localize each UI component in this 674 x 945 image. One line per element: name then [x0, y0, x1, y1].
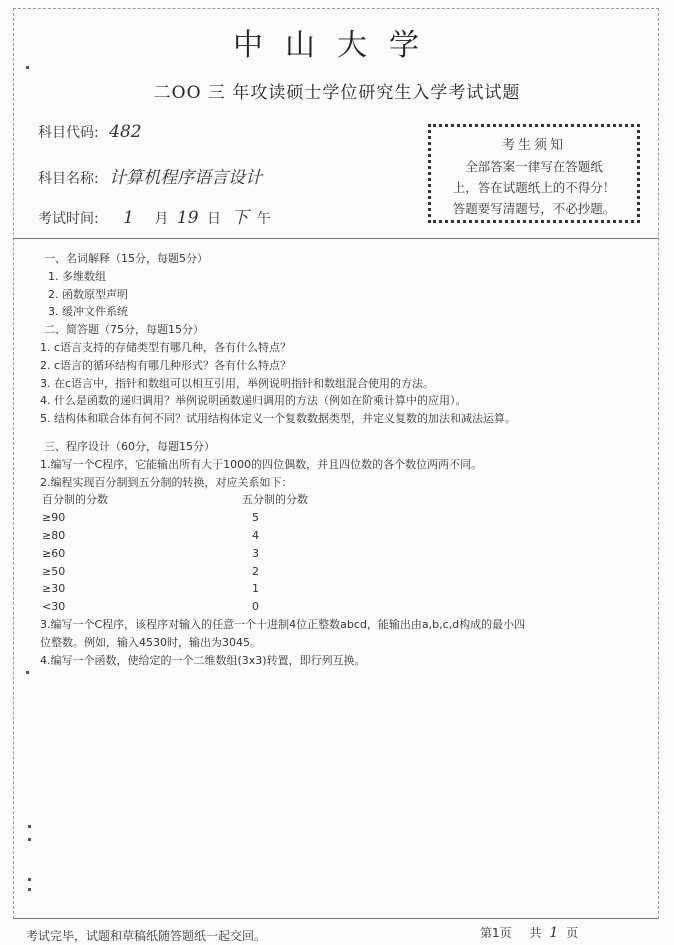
subject-code-label: 科目代码: — [38, 125, 99, 141]
subject-name-label: 科目名称: — [38, 171, 99, 187]
table-row — [42, 509, 640, 527]
subject-code-value: 482 — [109, 122, 142, 142]
section-heading: 一、名词解释（15分，每题5分） — [44, 252, 208, 265]
table-cell-percent: ≥60 — [42, 546, 66, 560]
page-indicator — [480, 924, 578, 941]
exam-time-month: 1 — [123, 208, 134, 228]
page-number: 第1页 — [480, 926, 512, 940]
notice-line: 答题要写清题号，不必抄题。 — [452, 201, 616, 216]
scan-mark — [28, 825, 31, 828]
table-row — [42, 527, 640, 545]
table-cell-five: 0 — [252, 600, 259, 614]
table-header-left: 百分制的分数 — [42, 493, 108, 507]
total-pages-suffix: 页 — [566, 926, 579, 940]
section-heading: 二、简答题（75分，每题15分） — [44, 323, 204, 337]
exam-time-label: 考试时间: — [38, 211, 99, 227]
question-item: 3.编写一个C程序，该程序对输入的任意一个十进制4位正整数abcd，能输出由a,b,c,d构成的最小四 — [40, 617, 526, 631]
table-cell-percent: ≥50 — [42, 564, 66, 578]
table-cell-percent: ≥80 — [42, 528, 66, 542]
spacer — [40, 428, 640, 438]
total-pages-value: 1 — [549, 925, 559, 941]
exam-time-month-unit: 月 — [154, 211, 169, 227]
question-item: 1. c语言支持的存储类型有哪几种，各有什么特点？ — [40, 340, 292, 354]
header-divider — [13, 238, 658, 239]
table-cell-percent: ≥90 — [42, 511, 66, 525]
exam-time-period-unit: 午 — [256, 211, 271, 227]
scan-mark — [28, 888, 31, 891]
question-item: 5. 结构体和联合体有何不同？试用结构体定义一个复数数据类型，并定义复数的加法和减法运算。 — [40, 412, 516, 426]
question-item: 1.编写一个C程序，它能输出所有大于1000的四位偶数，并且四位数的各个数位两两不同。 — [40, 457, 483, 471]
question-item: 4.编写一个函数，使给定的一个二维数组(3x3)转置，即行列互换。 — [40, 653, 366, 667]
exam-time-day: 19 — [176, 208, 199, 228]
exam-time-row — [38, 203, 271, 228]
exam-time-period: 下 — [231, 208, 249, 228]
table-cell-five: 4 — [252, 528, 259, 542]
table-header-row — [42, 491, 640, 509]
table-cell-percent: ≥30 — [42, 582, 66, 596]
exam-time-day-unit: 日 — [207, 211, 221, 227]
question-item: 3. 在c语言中，指针和数组可以相互引用，举例说明指针和数组混合使用的方法。 — [40, 376, 435, 390]
question-item: 2. 函数原型声明 — [48, 287, 128, 301]
subject-name-row — [38, 163, 262, 188]
footer-divider — [13, 918, 658, 919]
question-item: 1. 多维数组 — [48, 269, 106, 283]
question-item-continued: 位整数。例如，输入4530时，输出为3045。 — [40, 635, 261, 649]
section-heading: 三、程序设计（60分，每题15分） — [44, 439, 215, 453]
notice-title: 考生须知 — [501, 138, 566, 153]
subject-name-value: 计算机程序语言设计 — [109, 168, 263, 188]
table-row — [42, 563, 640, 581]
table-cell-five: 1 — [252, 582, 259, 596]
table-header-right: 五分制的分数 — [242, 493, 308, 507]
candidate-notice-box — [428, 124, 640, 223]
table-cell-five: 3 — [252, 546, 259, 560]
table-row — [42, 545, 640, 563]
exam-title: 二OO 三 年攻读硕士学位研究生入学考试试题 — [153, 83, 521, 103]
subject-code-row — [38, 122, 142, 142]
footer-instruction: 考试完毕，试题和草稿纸随答题纸一起交回。 — [26, 929, 267, 943]
question-item: 3. 缓冲文件系统 — [48, 305, 128, 319]
question-item: 4. 什么是函数的递归调用？举例说明函数递归调用的方法（例如在阶乘计算中的应用）。 — [40, 394, 467, 408]
notice-line: 上，答在试题纸上的不得分！ — [452, 180, 616, 195]
total-pages-prefix: 共 — [529, 926, 542, 940]
exam-questions — [40, 250, 640, 669]
university-name: 中山大学 — [233, 28, 441, 63]
table-row — [42, 598, 640, 616]
question-item: 2.编程实现百分制到五分制的转换，对应关系如下： — [40, 475, 293, 489]
question-item: 2. c语言的循环结构有哪几种形式？各有什么特点？ — [40, 358, 292, 372]
table-cell-five: 2 — [252, 564, 259, 578]
scan-mark — [26, 66, 29, 69]
table-row — [42, 580, 640, 598]
scan-mark — [26, 671, 29, 674]
table-cell-five: 5 — [252, 511, 259, 525]
table-cell-percent: <30 — [42, 600, 66, 614]
notice-line: 全部答案一律写在答题纸 — [465, 159, 603, 174]
scan-mark — [28, 878, 31, 881]
scan-mark — [28, 838, 31, 841]
grade-conversion-table — [42, 491, 640, 616]
